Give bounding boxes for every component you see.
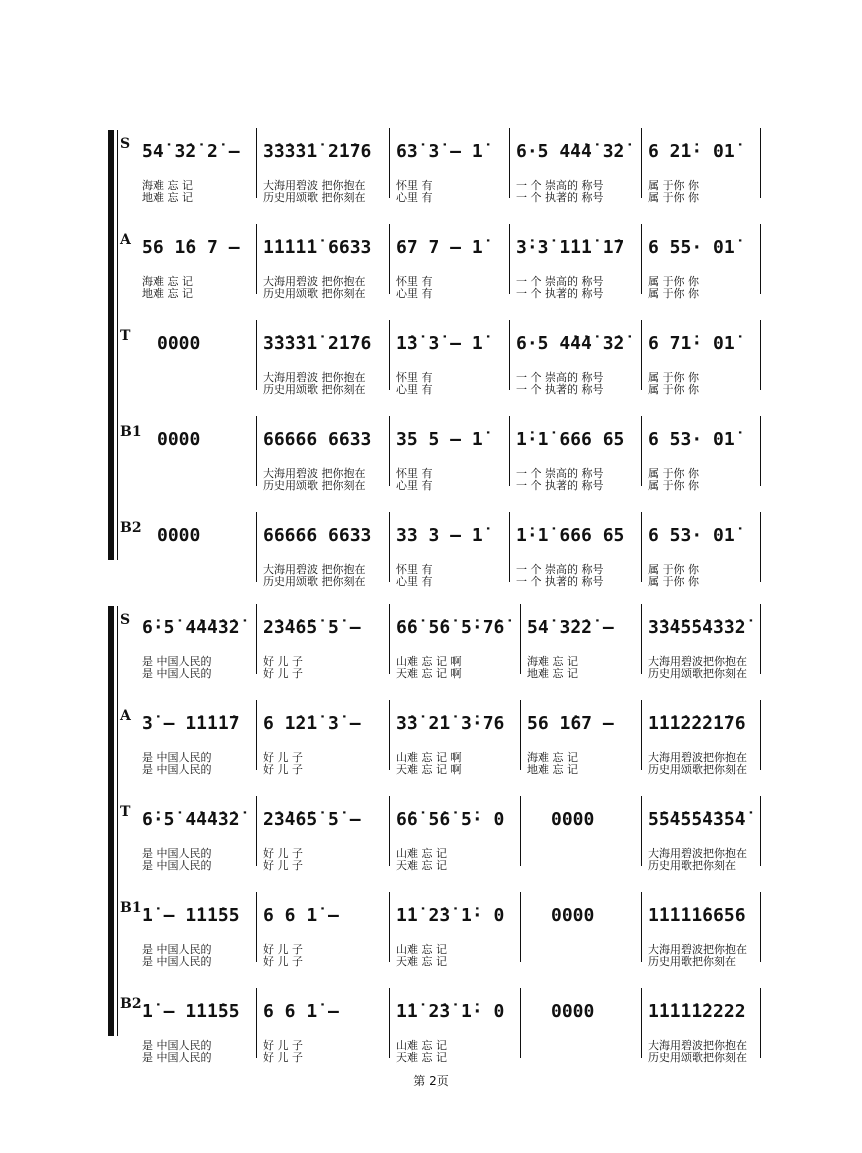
lyric-1a: 是 中国人民的 bbox=[142, 751, 212, 764]
barline bbox=[760, 512, 761, 582]
lyric-5b: 属 于你 你 bbox=[648, 383, 699, 396]
staff-bass-2 bbox=[0, 520, 862, 616]
voice-label: T bbox=[120, 328, 131, 344]
measure-2: 66666 6633 bbox=[263, 429, 372, 450]
lyric-5a: 大海用碧波把你抱在 bbox=[648, 847, 747, 860]
lyric-1b: 是 中国人民的 bbox=[142, 859, 212, 872]
lyric-4b: 一 个 执著的 称号 bbox=[516, 575, 604, 588]
measure-4: 3̇·3̇ 1̇1̇1̇ 1̇7 bbox=[516, 237, 625, 258]
measure-5: 6 53· 01̇ bbox=[648, 525, 735, 546]
voice-label: S bbox=[120, 612, 131, 628]
barline bbox=[641, 796, 642, 866]
lyric-5b: 属 于你 你 bbox=[648, 287, 699, 300]
measure-5: 6 2̇1̇· 01̇ bbox=[648, 141, 735, 162]
system-1 bbox=[0, 130, 862, 588]
lyric-1b: 是 中国人民的 bbox=[142, 667, 212, 680]
lyric-5a: 属 于你 你 bbox=[648, 179, 699, 192]
barline bbox=[520, 892, 521, 962]
measure-5: 3̇3̇4̇5̇5̇4̇3̇3̇2̇ bbox=[648, 617, 746, 638]
lyric-2b: 好 儿 子 bbox=[263, 763, 303, 776]
lyric-3a: 山难 忘 记 bbox=[396, 847, 447, 860]
measure-1: 56 1̇6 7 – bbox=[142, 237, 240, 258]
lyric-1a: 是 中国人民的 bbox=[142, 1039, 212, 1052]
barline bbox=[256, 700, 257, 770]
lyric-4a: 海难 忘 记 bbox=[527, 751, 578, 764]
measure-3: 67 7 – 1̇ bbox=[396, 237, 483, 258]
voice-label: T bbox=[120, 804, 131, 820]
lyric-2b: 历史用颂歌 把你刻在 bbox=[263, 287, 366, 300]
measure-1: 6̇·5̇ 4̇4̇4̇3̇2̇ bbox=[142, 809, 240, 830]
barline bbox=[760, 988, 761, 1058]
lyric-1b: 是 中国人民的 bbox=[142, 955, 212, 968]
barline bbox=[389, 416, 390, 486]
lyric-4b: 一 个 执著的 称号 bbox=[516, 479, 604, 492]
lyric-3a: 怀里 有 bbox=[396, 179, 433, 192]
lyric-1b: 地难 忘 记 bbox=[142, 287, 193, 300]
lyric-2b: 好 儿 子 bbox=[263, 1051, 303, 1064]
lyric-2b: 好 儿 子 bbox=[263, 667, 303, 680]
measure-3: 6̇6̇ 5̇6̇ 5̇· 0 bbox=[396, 809, 505, 830]
voice-label: B1 bbox=[120, 900, 142, 916]
measure-1: 3̇ – 1̇1̇1̇1̇7 bbox=[142, 713, 240, 734]
measure-2: 2̇3̇4̇6̇5̇ 5̇ – bbox=[263, 809, 361, 830]
barline bbox=[256, 892, 257, 962]
measure-2: 3̇3̇3̇3̇1̇ 2̇1̇76 bbox=[263, 141, 372, 162]
voice-label: A bbox=[120, 232, 131, 248]
barline bbox=[256, 796, 257, 866]
lyric-2b: 历史用颂歌 把你刻在 bbox=[263, 479, 366, 492]
measure-3: 33 3 – 1̇ bbox=[396, 525, 483, 546]
lyric-3b: 天难 忘 记 bbox=[396, 955, 447, 968]
barline bbox=[641, 700, 642, 770]
barline bbox=[256, 988, 257, 1058]
barline bbox=[760, 128, 761, 198]
lyric-4a: 一 个 崇高的 称号 bbox=[516, 563, 604, 576]
lyric-2a: 好 儿 子 bbox=[263, 847, 303, 860]
lyric-3b: 天难 忘 记 啊 bbox=[396, 763, 462, 776]
barline bbox=[509, 224, 510, 294]
barline bbox=[389, 700, 390, 770]
lyric-3b: 天难 忘 记 啊 bbox=[396, 667, 462, 680]
lyric-3a: 山难 忘 记 啊 bbox=[396, 751, 462, 764]
measure-1: 1̇ – 1̇1̇1̇55 bbox=[142, 905, 240, 926]
barline bbox=[389, 796, 390, 866]
barline bbox=[760, 320, 761, 390]
barline bbox=[389, 224, 390, 294]
lyric-1a: 是 中国人民的 bbox=[142, 943, 212, 956]
barline bbox=[256, 416, 257, 486]
lyric-4b: 地难 忘 记 bbox=[527, 763, 578, 776]
measure-2: 66666 6633 bbox=[263, 525, 372, 546]
barline bbox=[389, 512, 390, 582]
lyric-2b: 历史用颂歌 把你刻在 bbox=[263, 575, 366, 588]
staff-tenor bbox=[0, 804, 862, 900]
voice-label: B2 bbox=[120, 520, 142, 536]
lyric-3b: 心里 有 bbox=[396, 575, 433, 588]
measure-3: 3̇3̇ 2̇1̇ 3̇·76 bbox=[396, 713, 505, 734]
lyric-5a: 大海用碧波把你抱在 bbox=[648, 751, 747, 764]
lyric-3b: 心里 有 bbox=[396, 479, 433, 492]
lyric-2b: 历史用颂歌 把你刻在 bbox=[263, 191, 366, 204]
measure-2: 6 1̇2̇1̇ 3̇ – bbox=[263, 713, 361, 734]
system-2 bbox=[0, 606, 862, 1064]
barline bbox=[256, 224, 257, 294]
lyric-1a: 是 中国人民的 bbox=[142, 847, 212, 860]
barline bbox=[256, 320, 257, 390]
voice-label: A bbox=[120, 708, 131, 724]
lyric-5a: 属 于你 你 bbox=[648, 467, 699, 480]
barline bbox=[641, 988, 642, 1058]
lyric-5b: 历史用颂歌把你刻在 bbox=[648, 1051, 747, 1064]
lyric-5a: 属 于你 你 bbox=[648, 371, 699, 384]
measure-3: 35 5 – 1̇ bbox=[396, 429, 483, 450]
lyric-3b: 心里 有 bbox=[396, 191, 433, 204]
lyric-2a: 大海用碧波 把你抱在 bbox=[263, 179, 366, 192]
barline bbox=[760, 224, 761, 294]
lyric-5b: 属 于你 你 bbox=[648, 575, 699, 588]
lyric-5a: 属 于你 你 bbox=[648, 563, 699, 576]
staff-soprano bbox=[0, 136, 862, 232]
measure-1: 0000 bbox=[157, 429, 201, 450]
barline bbox=[641, 224, 642, 294]
lyric-3b: 天难 忘 记 bbox=[396, 859, 447, 872]
measure-1: 0000 bbox=[157, 525, 201, 546]
barline bbox=[509, 320, 510, 390]
lyric-1b: 是 中国人民的 bbox=[142, 1051, 212, 1064]
measure-5: 5̇5̇4̇5̇5̇4̇3̇5̇4̇ bbox=[648, 809, 746, 830]
measure-3: 63̇ 3̇ – 1̇ bbox=[396, 141, 483, 162]
barline bbox=[389, 988, 390, 1058]
measure-3: 1̇3̇ 3̇ – 1̇ bbox=[396, 333, 483, 354]
lyric-4b: 一 个 执著的 称号 bbox=[516, 383, 604, 396]
lyric-5b: 属 于你 你 bbox=[648, 479, 699, 492]
lyric-4a: 一 个 崇高的 称号 bbox=[516, 179, 604, 192]
measure-4: 0000 bbox=[551, 1001, 595, 1022]
barline bbox=[509, 128, 510, 198]
barline bbox=[389, 128, 390, 198]
measure-4: 0000 bbox=[551, 809, 595, 830]
lyric-5a: 属 于你 你 bbox=[648, 275, 699, 288]
measure-2: 6 6 1̇ – bbox=[263, 1001, 339, 1022]
lyric-1a: 是 中国人民的 bbox=[142, 655, 212, 668]
barline bbox=[389, 320, 390, 390]
measure-4: 0000 bbox=[551, 905, 595, 926]
lyric-2b: 好 儿 子 bbox=[263, 955, 303, 968]
measure-2: 3̇3̇3̇3̇1̇ 2̇1̇76 bbox=[263, 333, 372, 354]
lyric-5b: 历史用颂歌把你刻在 bbox=[648, 667, 747, 680]
voice-label: S bbox=[120, 136, 131, 152]
lyric-4a: 一 个 崇高的 称号 bbox=[516, 371, 604, 384]
lyric-1b: 是 中国人民的 bbox=[142, 763, 212, 776]
staff-tenor bbox=[0, 328, 862, 424]
barline bbox=[509, 512, 510, 582]
barline bbox=[520, 988, 521, 1058]
lyric-2a: 好 儿 子 bbox=[263, 655, 303, 668]
measure-1: 6̇·5̇ 4̇4̇4̇3̇2̇ bbox=[142, 617, 240, 638]
lyric-1a: 海难 忘 记 bbox=[142, 179, 193, 192]
measure-1: 1̇ – 1̇1̇1̇55 bbox=[142, 1001, 240, 1022]
barline bbox=[256, 128, 257, 198]
measure-4: 56 1̇67 – bbox=[527, 713, 614, 734]
barline bbox=[520, 796, 521, 866]
lyric-2a: 好 儿 子 bbox=[263, 1039, 303, 1052]
lyric-4b: 一 个 执著的 称号 bbox=[516, 191, 604, 204]
measure-4: 54̇ 3̇2̇2̇ – bbox=[527, 617, 614, 638]
lyric-2a: 大海用碧波 把你抱在 bbox=[263, 467, 366, 480]
page-number: 第 2页 bbox=[413, 1074, 449, 1088]
lyric-2a: 大海用碧波 把你抱在 bbox=[263, 563, 366, 576]
barline bbox=[760, 604, 761, 674]
barline bbox=[760, 796, 761, 866]
barline bbox=[641, 604, 642, 674]
measure-4: 6·5 4̇4̇4̇ 3̇2̇ bbox=[516, 141, 625, 162]
lyric-2a: 大海用碧波 把你抱在 bbox=[263, 371, 366, 384]
lyric-3b: 心里 有 bbox=[396, 383, 433, 396]
lyric-5b: 属 于你 你 bbox=[648, 191, 699, 204]
lyric-5a: 大海用碧波把你抱在 bbox=[648, 655, 747, 668]
barline bbox=[256, 604, 257, 674]
lyric-2b: 好 儿 子 bbox=[263, 859, 303, 872]
lyric-1b: 地难 忘 记 bbox=[142, 191, 193, 204]
lyric-3a: 山难 忘 记 bbox=[396, 1039, 447, 1052]
voice-label: B2 bbox=[120, 996, 142, 1012]
measure-5: 1̇1̇1̇1̇1̇2222 bbox=[648, 1001, 746, 1022]
lyric-4a: 一 个 崇高的 称号 bbox=[516, 275, 604, 288]
measure-2: 2̇3̇4̇6̇5̇ 5̇ – bbox=[263, 617, 361, 638]
lyric-3a: 怀里 有 bbox=[396, 275, 433, 288]
measure-1: 54̇ 3̇2̇ 2̇ – bbox=[142, 141, 240, 162]
measure-5: 6 71̇· 01̇ bbox=[648, 333, 735, 354]
lyric-3b: 天难 忘 记 bbox=[396, 1051, 447, 1064]
barline bbox=[389, 892, 390, 962]
measure-5: 6 55· 01̇ bbox=[648, 237, 735, 258]
lyric-5b: 历史用颂歌把你刻在 bbox=[648, 763, 747, 776]
lyric-3a: 怀里 有 bbox=[396, 563, 433, 576]
barline bbox=[520, 604, 521, 674]
lyric-5b: 历史用歌把你刻在 bbox=[648, 859, 736, 872]
staff-bass-1 bbox=[0, 424, 862, 520]
barline bbox=[641, 892, 642, 962]
measure-3: 1̇1̇ 2̇3̇ 1̇· 0 bbox=[396, 905, 505, 926]
staff-alto bbox=[0, 708, 862, 804]
staff-alto bbox=[0, 232, 862, 328]
measure-3: 6̇6̇ 5̇6̇ 5̇·7̇6̇ bbox=[396, 617, 505, 638]
measure-4: 1̇·1̇ 666 65 bbox=[516, 525, 625, 546]
lyric-3a: 怀里 有 bbox=[396, 371, 433, 384]
barline bbox=[760, 416, 761, 486]
lyric-4a: 一 个 崇高的 称号 bbox=[516, 467, 604, 480]
lyric-3a: 山难 忘 记 bbox=[396, 943, 447, 956]
measure-4: 6·5 4̇4̇4̇ 3̇2̇ bbox=[516, 333, 625, 354]
measure-5: 1̇1̇1̇2̇2̇2̇1̇76 bbox=[648, 713, 746, 734]
barline bbox=[641, 416, 642, 486]
barline bbox=[760, 700, 761, 770]
measure-2: 1̇1̇1̇1̇1̇ 6633 bbox=[263, 237, 372, 258]
lyric-1a: 海难 忘 记 bbox=[142, 275, 193, 288]
lyric-5a: 大海用碧波把你抱在 bbox=[648, 1039, 747, 1052]
measure-4: 1̇·1̇ 666 65 bbox=[516, 429, 625, 450]
lyric-4a: 海难 忘 记 bbox=[527, 655, 578, 668]
barline bbox=[641, 320, 642, 390]
barline bbox=[760, 892, 761, 962]
lyric-3a: 山难 忘 记 啊 bbox=[396, 655, 462, 668]
lyric-5a: 大海用碧波把你抱在 bbox=[648, 943, 747, 956]
staff-bass-1 bbox=[0, 900, 862, 996]
barline bbox=[389, 604, 390, 674]
lyric-2a: 好 儿 子 bbox=[263, 751, 303, 764]
lyric-4b: 一 个 执著的 称号 bbox=[516, 287, 604, 300]
lyric-3b: 心里 有 bbox=[396, 287, 433, 300]
lyric-2b: 历史用颂歌 把你刻在 bbox=[263, 383, 366, 396]
lyric-3a: 怀里 有 bbox=[396, 467, 433, 480]
voice-label: B1 bbox=[120, 424, 142, 440]
barline bbox=[641, 128, 642, 198]
barline bbox=[520, 700, 521, 770]
lyric-2a: 大海用碧波 把你抱在 bbox=[263, 275, 366, 288]
measure-5: 1̇1̇1̇1̇1̇6656 bbox=[648, 905, 746, 926]
measure-5: 6 53· 01̇ bbox=[648, 429, 735, 450]
barline bbox=[509, 416, 510, 486]
lyric-4b: 地难 忘 记 bbox=[527, 667, 578, 680]
barline bbox=[641, 512, 642, 582]
measure-3: 1̇1̇ 2̇3̇ 1̇· 0 bbox=[396, 1001, 505, 1022]
lyric-5b: 历史用歌把你刻在 bbox=[648, 955, 736, 968]
measure-2: 6 6 1̇ – bbox=[263, 905, 339, 926]
lyric-2a: 好 儿 子 bbox=[263, 943, 303, 956]
staff-soprano bbox=[0, 612, 862, 708]
barline bbox=[256, 512, 257, 582]
measure-1: 0000 bbox=[157, 333, 201, 354]
